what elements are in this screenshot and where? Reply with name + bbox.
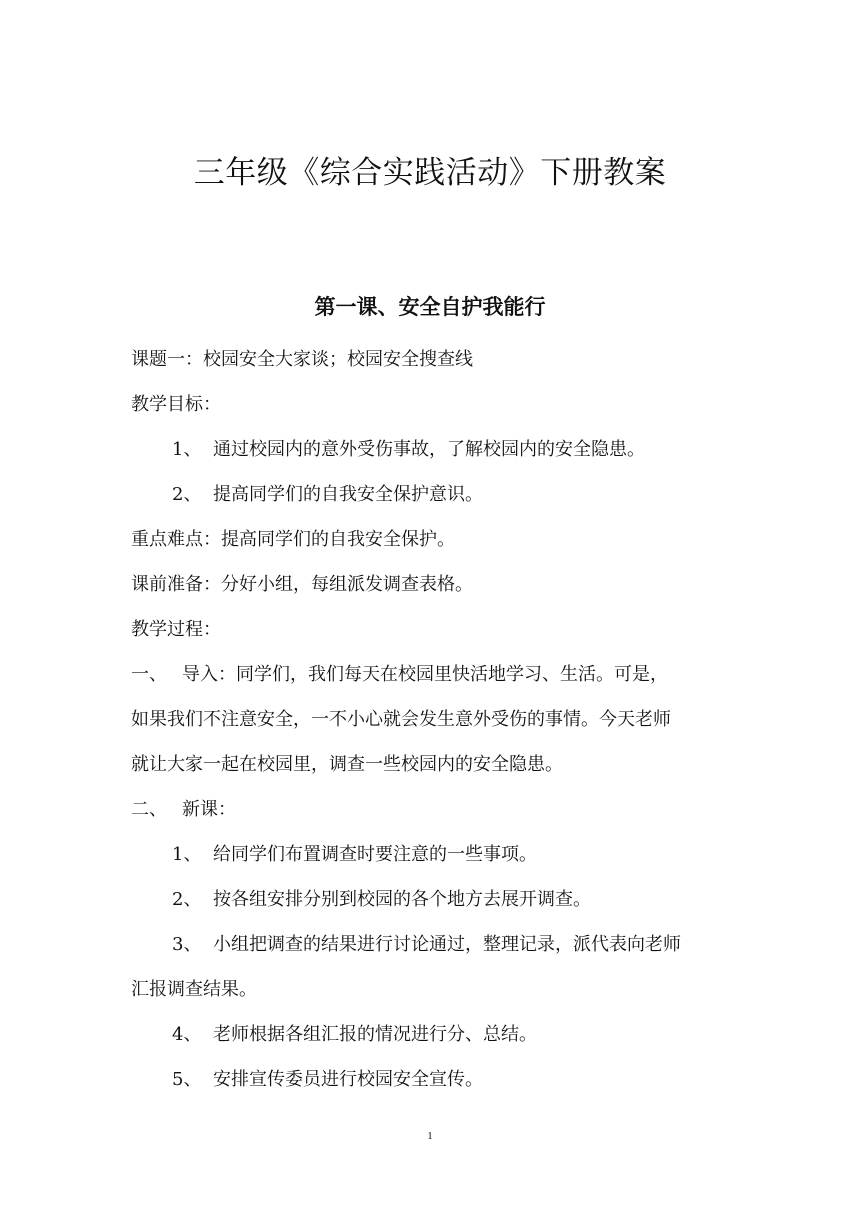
- goal-item: [131, 472, 731, 517]
- step-continuation: 汇报调查结果。: [131, 979, 257, 1000]
- step-text: 老师根据各组汇报的情况进行分、总结。: [213, 1024, 537, 1045]
- goal-number: 1、: [172, 439, 202, 460]
- step-number: 5、: [172, 1069, 202, 1090]
- step-number: 1、: [172, 844, 202, 865]
- step-item: [131, 1057, 731, 1102]
- process-heading: 教学过程：: [131, 619, 221, 640]
- step-item: [131, 1012, 731, 1057]
- section-intro-first-line: [131, 652, 731, 697]
- topic-line: 课题一：校园安全大家谈；校园安全搜查线: [131, 349, 473, 370]
- section-new-lesson: [131, 787, 731, 832]
- document-title: 三年级《综合实践活动》下册教案: [193, 155, 667, 191]
- section-intro-line: 如果我们不注意安全，一不小心就会发生意外受伤的事情。今天老师: [131, 709, 671, 730]
- step-item: [131, 922, 731, 967]
- goal-text: 提高同学们的自我安全保护意识。: [213, 484, 483, 505]
- goals-heading: 教学目标：: [131, 394, 221, 415]
- goal-number: 2、: [172, 484, 202, 505]
- section-number: 一、: [131, 664, 167, 685]
- step-text: 按各组安排分别到校园的各个地方去展开调查。: [213, 889, 591, 910]
- preparation-line: 课前准备：分好小组，每组派发调查表格。: [131, 574, 473, 595]
- key-points-line: 重点难点：提高同学们的自我安全保护。: [131, 529, 455, 550]
- step-number: 2、: [172, 889, 202, 910]
- step-item: [131, 832, 731, 877]
- page-number: 1: [427, 1130, 433, 1142]
- step-item: [131, 877, 731, 922]
- section-intro-line: 就让大家一起在校园里，调查一些校园内的安全隐患。: [131, 754, 563, 775]
- section-number: 二、: [131, 799, 167, 820]
- document-body: [131, 337, 731, 1102]
- section-intro-text: 导入：同学们，我们每天在校园里快活地学习、生活。可是，: [182, 664, 668, 685]
- lesson-title: 第一课、安全自护我能行: [314, 295, 546, 319]
- step-number: 4、: [172, 1024, 202, 1045]
- step-text: 给同学们布置调查时要注意的一些事项。: [213, 844, 537, 865]
- step-text: 小组把调查的结果进行讨论通过，整理记录，派代表向老师: [213, 934, 681, 955]
- goal-item: [131, 427, 731, 472]
- step-text: 安排宣传委员进行校园安全宣传。: [213, 1069, 483, 1090]
- goal-text: 通过校园内的意外受伤事故，了解校园内的安全隐患。: [213, 439, 645, 460]
- section-heading: 新课：: [182, 799, 236, 820]
- step-number: 3、: [172, 934, 202, 955]
